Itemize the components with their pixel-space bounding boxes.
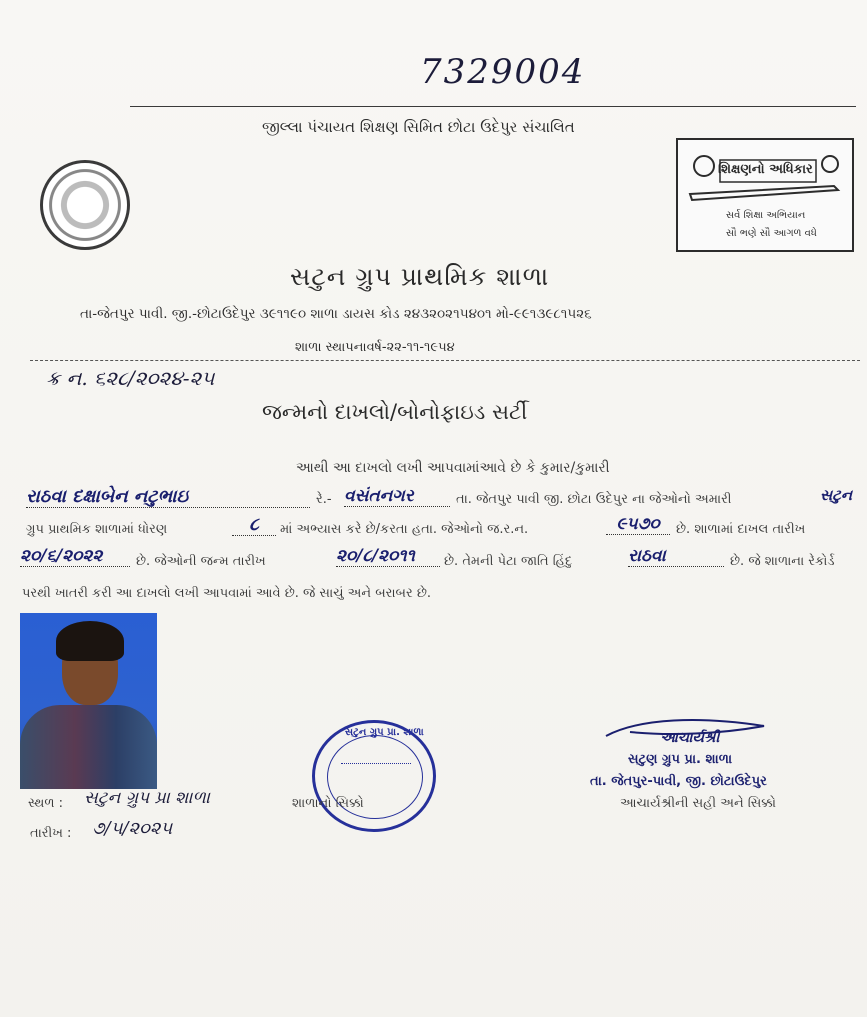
line2-part-b: માં અભ્યાસ કરે છે/કરતા હતા. જેઓનો જ.ર.ન.: [280, 522, 529, 537]
student-photo: [20, 613, 157, 789]
residence-label: રે.-: [316, 492, 332, 507]
standard-value: ૮: [232, 514, 276, 536]
top-rule: [130, 106, 856, 107]
principal-stamp-line-1: સટુણ ગ્રુપ પ્રા. શાળા: [628, 752, 733, 767]
principal-caption: આચાર્યશ્રીની સહી અને સિક્કો: [620, 796, 776, 811]
line2-part-a: ગ્રુપ પ્રાથમિક શાળામાં ધોરણ: [26, 522, 168, 537]
birth-date: ૨૦/૮/૨૦૧૧: [336, 546, 440, 567]
separator-rule: [30, 360, 860, 361]
date-label: તારીખ :: [30, 826, 72, 841]
logo-title: શિક્ષણનો અધિકાર: [718, 162, 813, 177]
place-value: સટુન ગ્રુપ પ્રા શાળા: [84, 788, 210, 808]
certificate-title: જન્મનો દાખલો/બોનોફાઇડ સર્ટી: [262, 400, 528, 424]
established-year: શાળા સ્થાપનાવર્ષ-૨૨-૧૧-૧૯૫૪: [295, 340, 455, 355]
line3-part-a: છે. જેઓની જન્મ તારીખ: [136, 554, 266, 569]
header-line: જીલ્લા પંચાયત શિક્ષણ સિમિત છોટા ઉદેપુર સંચાલિત: [262, 118, 575, 136]
logo-line-2: સર્વ શિક્ષા અભિયાન: [726, 210, 806, 221]
gr-number: ૯૫૭૦: [606, 514, 670, 535]
school-name: સટુન ગ્રુપ પ્રાથમિક શાળા: [290, 262, 550, 291]
line4-text: પરથી ખાતરી કરી આ દાખલો લખી આપવામાં આવે છે. જે સાચું અને બરાબર છે.: [22, 586, 432, 601]
left-emblem-seal: [40, 160, 130, 250]
line2-part-c: છે. શાળામાં દાખલ તારીખ: [676, 522, 806, 537]
student-name: રાઠવા દક્ષાબેન નટુભાઇ: [26, 486, 310, 508]
admission-date: ૨૦/૬/૨૦૨૨: [20, 546, 130, 567]
school-round-stamp: [312, 720, 436, 832]
line3-part-c: છે. જે શાળાના રેકોર્ડ: [730, 554, 835, 569]
logo-line-3: સૌ ભણે સૌ આગળ વધે: [726, 228, 817, 239]
stamp-ring-text: સટુન ગ્રુપ પ્રા. શાળા: [345, 727, 424, 738]
document-number: 7329004: [420, 52, 586, 92]
place-label: સ્થળ :: [28, 796, 64, 811]
address-line: તા-જેતપુર પાવી. જી.-છોટાઉદેપુર ૩૯૧૧૯૦ શાળા ડાયસ કોડ ૨૪૩૨૦૨૧૫૪૦૧ મો-૯૯૧૩૯૮૧૫૨૬: [80, 306, 592, 322]
intro-line: આથી આ દાખલો લખી આપવામાંઆવે છે કે કુમાર/કુમારી: [296, 460, 610, 476]
location-text: તા. જેતપુર પાવી જી. છોટા ઉદેપુર ના જેઓનો અમારી: [456, 492, 732, 507]
date-value: ૭/૫/૨૦૨૫: [92, 818, 173, 839]
line3-part-b: છે. તેમની પેટા જાતિ હિંદુ: [444, 554, 573, 569]
education-rights-logo: [676, 138, 854, 252]
school-handwritten: સટુન: [820, 486, 853, 504]
principal-stamp-line-2: તા. જેતપુર-પાવી, જી. છોટાઉદેપુર: [590, 774, 767, 789]
school-seal-label: શાળાનો સિક્કો: [292, 796, 364, 811]
serial-number: ક્ર ન. ૬૨૮/૨૦૨૪-૨૫: [46, 366, 215, 390]
sub-caste: રાઠવા: [628, 546, 724, 567]
village-name: વસંતનગર: [344, 486, 450, 507]
principal-title: આચાર્યશ્રી: [660, 730, 720, 746]
